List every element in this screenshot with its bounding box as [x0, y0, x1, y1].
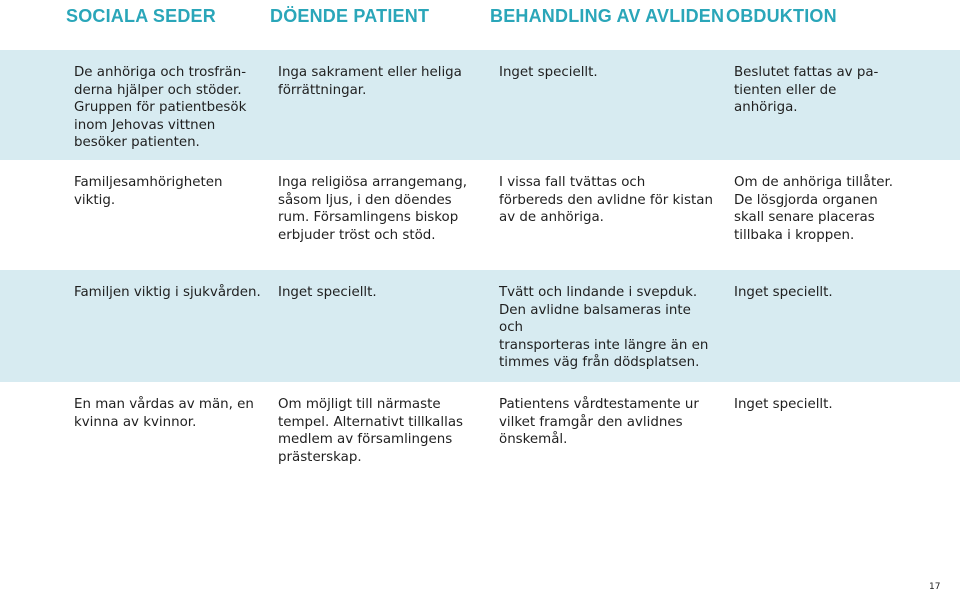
header-sociala-seder: SOCIALA SEDER: [66, 6, 216, 26]
header-doende-patient: DÖENDE PATIENT: [270, 6, 430, 26]
cell-obduktion: Inget speciellt.: [734, 285, 833, 300]
cell-sociala-seder: Familjen viktig i sjukvården.: [74, 285, 261, 300]
cell-doende-patient: Om möjligt till närmaste tempel. Alternativt tillkallas medlem av församlingens prästerskap.: [278, 397, 463, 465]
table-row: [0, 382, 960, 492]
cell-obduktion: Om de anhöriga tillåter. De lösgjorda organen skall senare placeras tillbaka i kroppen.: [734, 175, 894, 243]
cell-obduktion: Beslutet fattas av pa- tienten eller de anhöriga.: [734, 65, 879, 116]
cell-behandling-av-avliden: Patientens vårdtestamente ur vilket framgår den avlidnes önskemål.: [499, 397, 699, 448]
header-behandling-av-avliden: BEHANDLING AV AVLIDEN: [490, 6, 725, 26]
cell-obduktion: Inget speciellt.: [734, 397, 833, 412]
cell-sociala-seder: En man vårdas av män, en kvinna av kvinnor.: [74, 397, 254, 430]
header-obduktion: OBDUKTION: [726, 6, 837, 26]
cell-sociala-seder: Familjesamhörigheten viktig.: [74, 175, 223, 208]
table-row: [0, 50, 960, 160]
page-number: 17: [929, 582, 941, 592]
cell-behandling-av-avliden: I vissa fall tvättas och förbereds den avlidne för kistan av de anhöriga.: [499, 175, 713, 226]
cell-sociala-seder: De anhöriga och trosfrän- derna hjälper och stöder. Gruppen för patientbesök inom Jehovas vittnen besöker patienten.: [74, 65, 247, 151]
cell-behandling-av-avliden: Inget speciellt.: [499, 65, 598, 80]
table-row: [0, 270, 960, 382]
cell-doende-patient: Inga sakrament eller heliga förrättningar.: [278, 65, 462, 98]
cell-doende-patient: Inga religiösa arrangemang, såsom ljus, i den döendes rum. Församlingens biskop erbjuder tröst och stöd.: [278, 175, 468, 243]
cell-behandling-av-avliden: Tvätt och lindande i svepduk. Den avlidne balsameras inte och transporteras inte längre än en timmes väg från dödsplatsen.: [499, 285, 709, 371]
table-header: [0, 0, 960, 50]
cell-doende-patient: Inget speciellt.: [278, 285, 377, 300]
table-row: [0, 160, 960, 270]
